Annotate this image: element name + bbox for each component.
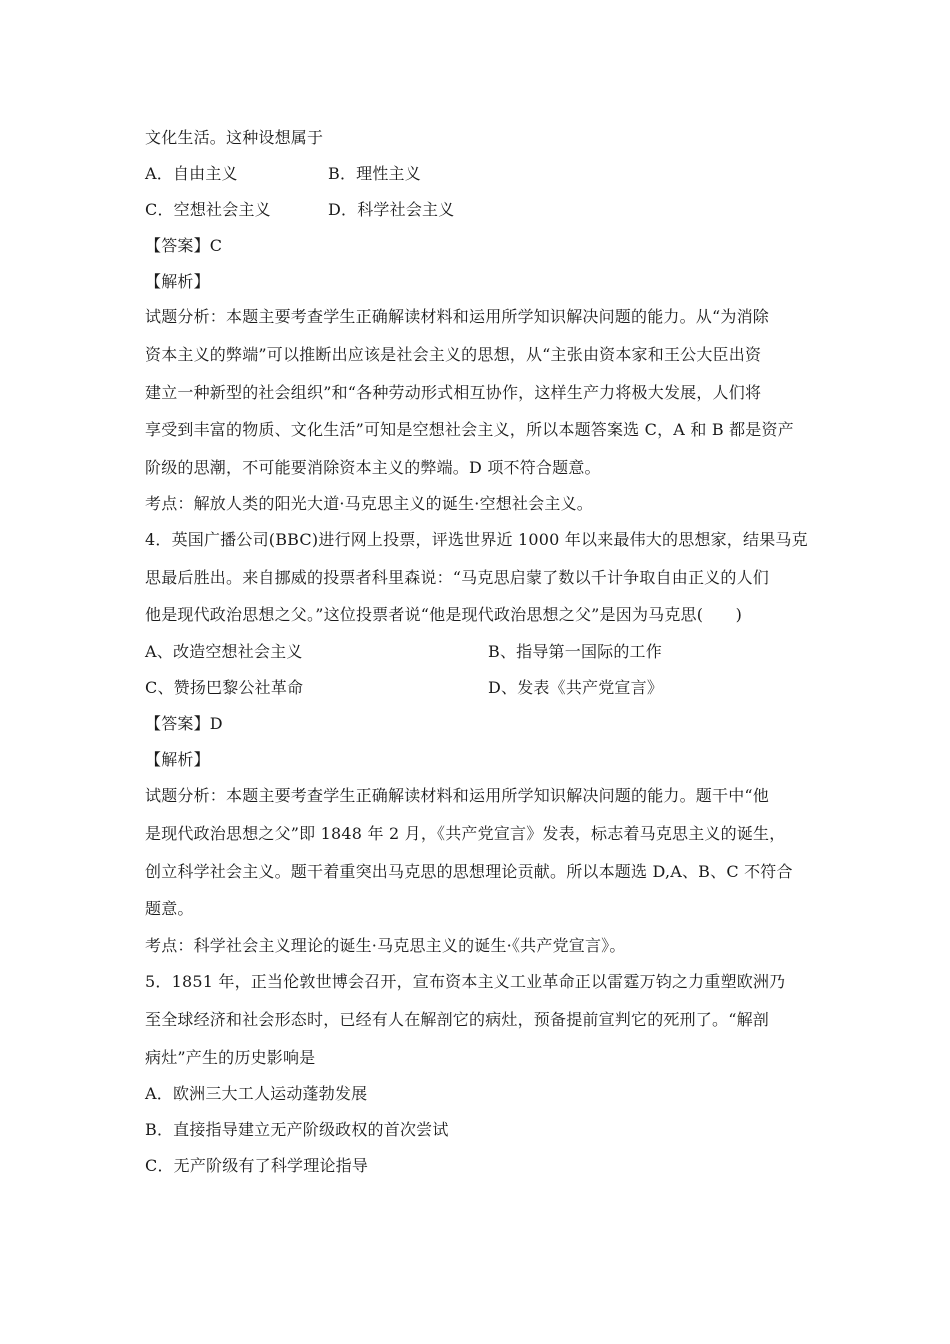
analysis-text: 建立一种新型的社会组织”和“各种劳动形式相互协作，这样生产力将极大发展，人们将 xyxy=(145,383,762,402)
analysis-text: 试题分析：本题主要考查学生正确解读材料和运用所学知识解决问题的能力。从“为消除 xyxy=(145,307,769,326)
analysis-text: 是现代政治思想之父”即 1848 年 2 月，《共产党宣言》发表，标志着马克思主义的诞生， xyxy=(145,824,786,843)
analysis-text: 试题分析：本题主要考查学生正确解读材料和运用所学知识解决问题的能力。题干中“他 xyxy=(145,786,769,805)
analysis-text: 享受到丰富的物质、文化生活”可知是空想社会主义，所以本题答案选 C，A 和 B 都是资产 xyxy=(145,420,794,439)
option-b: B．理性主义 xyxy=(328,164,421,183)
option-c: C．无产阶级有了科学理论指导 xyxy=(145,1156,369,1175)
option-d: D．科学社会主义 xyxy=(328,200,455,219)
option-d: D、发表《共产党宣言》 xyxy=(488,678,664,697)
option-row xyxy=(145,678,815,698)
analysis-text: 题意。 xyxy=(145,899,194,918)
option-b: B、指导第一国际的工作 xyxy=(488,642,662,661)
analysis-text: 资本主义的弊端”可以推断出应该是社会主义的思想，从“主张由资本家和王公大臣出资 xyxy=(145,345,762,364)
option-c: C．空想社会主义 xyxy=(145,200,271,219)
option-b: B．直接指导建立无产阶级政权的首次尝试 xyxy=(145,1120,449,1139)
question-text: 至全球经济和社会形态时，已经有人在解剖它的病灶，预备提前宣判它的死刑了。“解剖 xyxy=(145,1010,769,1029)
option-row xyxy=(145,200,815,220)
option-a: A．自由主义 xyxy=(145,164,238,183)
question-text: 他是现代政治思想之父。”这位投票者说“他是现代政治思想之父”是因为马克思( ) xyxy=(145,605,743,624)
option-row xyxy=(145,642,815,662)
analysis-label: 【解析】 xyxy=(145,750,210,769)
question-text: 4．英国广播公司(BBC)进行网上投票，评选世界近 1000 年以来最伟大的思想家，结果马克 xyxy=(145,530,808,549)
option-a: A．欧洲三大工人运动蓬勃发展 xyxy=(145,1084,368,1103)
answer-label: 【答案】D xyxy=(145,714,223,733)
analysis-text: 创立科学社会主义。题干着重突出马克思的思想理论贡献。所以本题选 D,A、B、C 不符合 xyxy=(145,862,793,881)
option-c: C、赞扬巴黎公社革命 xyxy=(145,678,304,697)
option-a: A、改造空想社会主义 xyxy=(145,642,303,661)
option-row xyxy=(145,164,815,184)
question-text: 病灶”产生的历史影响是 xyxy=(145,1048,316,1067)
answer-label: 【答案】C xyxy=(145,236,223,255)
key-point: 考点：科学社会主义理论的诞生·马克思主义的诞生·《共产党宣言》。 xyxy=(145,936,626,955)
question-text: 5．1851 年，正当伦敦世博会召开，宣布资本主义工业革命正以雷霆万钧之力重塑欧洲乃 xyxy=(145,972,786,991)
analysis-text: 阶级的思潮，不可能要消除资本主义的弊端。D 项不符合题意。 xyxy=(145,458,601,477)
key-point: 考点：解放人类的阳光大道·马克思主义的诞生·空想社会主义。 xyxy=(145,494,593,513)
question-text: 文化生活。这种设想属于 xyxy=(145,128,324,147)
question-text: 思最后胜出。来自挪威的投票者科里森说：“马克思启蒙了数以千计争取自由正义的人们 xyxy=(145,568,769,587)
analysis-label: 【解析】 xyxy=(145,272,210,291)
